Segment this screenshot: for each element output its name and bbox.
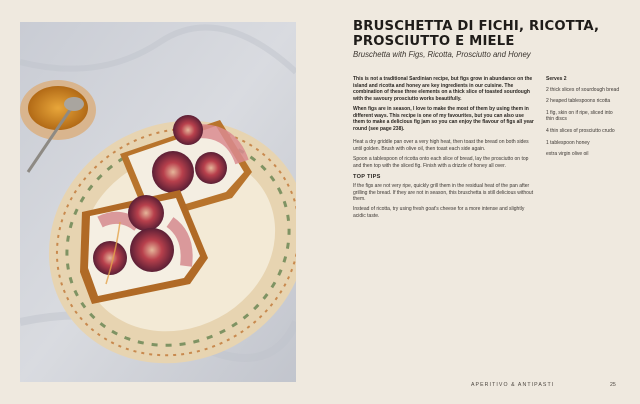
method-column — [353, 76, 536, 223]
ingredient-item: 1 fig, skin on if ripe, sliced into thin discs — [546, 109, 613, 123]
recipe-subtitle: Bruschetta with Figs, Ricotta, Prosciutto and Honey — [353, 50, 531, 59]
ingredients-column — [546, 76, 620, 163]
serves-label: Serves 2 — [546, 76, 567, 82]
intro-paragraph: When figs are in season, I love to make the most of them by using them in different ways. This recipe is one of my favourites, but you can also use them to make a delicious fig jam so you can enjoy the flavour of figs all year round (see page 238). — [353, 105, 534, 132]
running-footer-section: APERITIVO & ANTIPASTI — [471, 382, 555, 388]
method-step: Heat a dry griddle pan over a very high heat, then toast the bread on both sides until golden. Brush with olive oil, then toast each side again. — [353, 139, 529, 152]
method-step: Spoon a tablespoon of ricotta onto each slice of bread, lay the prosciutto on top and then top with the sliced fig. Finish with a drizzle of honey all over. — [353, 156, 529, 169]
recipe-title: BRUSCHETTA DI FICHI, RICOTTA, PROSCIUTTO E MIELE — [353, 19, 600, 49]
page-number: 25 — [610, 382, 616, 388]
recipe-photo — [20, 22, 296, 382]
recipe-text-page — [353, 0, 623, 404]
intro-paragraph: This is not a traditional Sardinian recipe, but figs grow in abundance on the island and ricotta and honey are key ingredients in our cuisine. The combination of these three elements on a thick slice of toasted sourdough with the savoury prosciutto works beautifully. — [353, 76, 533, 102]
tip-paragraph: Instead of ricotta, try using fresh goat's cheese for a more intense and slightly acidic taste. — [353, 206, 525, 219]
ingredient-item: 1 tablespoon honey — [546, 139, 590, 146]
ingredient-item: extra virgin olive oil — [546, 151, 589, 158]
ingredient-item: 4 thin slices of prosciutto crudo — [546, 127, 615, 134]
ingredient-item: 2 heaped tablespoons ricotta — [546, 98, 611, 105]
tip-paragraph: If the figs are not very ripe, quickly grill them in the residual heat of the pan after grilling the bread. If they are not in season, this bruschetta is still delicious without them. — [353, 182, 534, 203]
top-tips-heading: TOP TIPS — [353, 174, 381, 181]
ingredient-item: 2 thick slices of sourdough bread — [546, 86, 620, 93]
